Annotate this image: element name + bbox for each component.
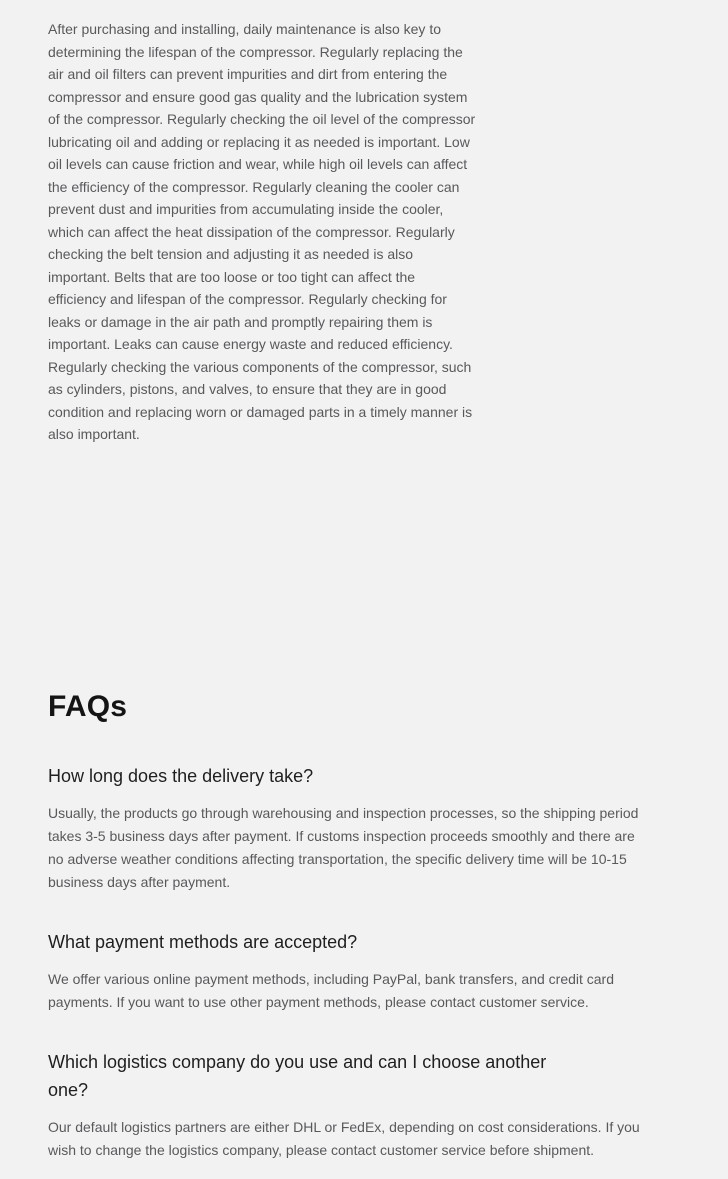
faq-answer-logistics: Our default logistics partners are either DHL or FedEx, depending on cost considerations. If you wish to change the logistics company, please contact customer service before shipment.: [48, 1118, 640, 1158]
faq-answer-payment: We offer various online payment methods, including PayPal, bank transfers, and credit card payments. If you want to use other payment methods, please contact customer service.: [48, 970, 615, 1010]
faq-item: [48, 762, 684, 894]
maintenance-section: [48, 18, 684, 446]
faq-item: [48, 1048, 684, 1162]
faqs-heading: FAQs: [48, 689, 128, 723]
faq-answer-delivery: Usually, the products go through warehousing and inspection processes, so the shipping period takes 3-5 business days after payment. If customs inspection proceeds smoothly and there are no adverse weather conditions affecting transportation, the specific delivery time will be 10-15 business days after payment.: [48, 804, 639, 890]
faq-question-delivery: How long does the delivery take?: [48, 765, 314, 786]
maintenance-paragraph: After purchasing and installing, daily maintenance is also key to determining the lifespan of the compressor. Regularly replacing the air and oil filters can prevent impurities and dirt from entering the compressor and ensure good gas quality and the lubrication system of the compressor. Regularly checking the oil level of the compressor lubricating oil and adding or replacing it as needed is important. Low oil levels can cause friction and wear, while high oil levels can affect the efficiency of the compressor. Regularly cleaning the cooler can prevent dust and impurities from accumulating inside the cooler, which can affect the heat dissipation of the compressor. Regularly checking the belt tension and adjusting it as needed is also important. Belts that are too loose or too tight can affect the efficiency and lifespan of the compressor. Regularly checking for leaks or damage in the air path and promptly repairing them is important. Leaks can cause energy waste and reduced efficiency. Regularly checking the various components of the compressor, such as cylinders, pistons, and valves, to ensure that they are in good condition and replacing worn or damaged parts in a timely manner is also important.: [48, 21, 476, 442]
faq-section: [48, 689, 684, 1162]
faq-question-payment: What payment methods are accepted?: [48, 931, 358, 952]
faq-question-logistics: Which logistics company do you use and can I choose another one?: [48, 1051, 547, 1100]
faq-item: [48, 928, 684, 1014]
